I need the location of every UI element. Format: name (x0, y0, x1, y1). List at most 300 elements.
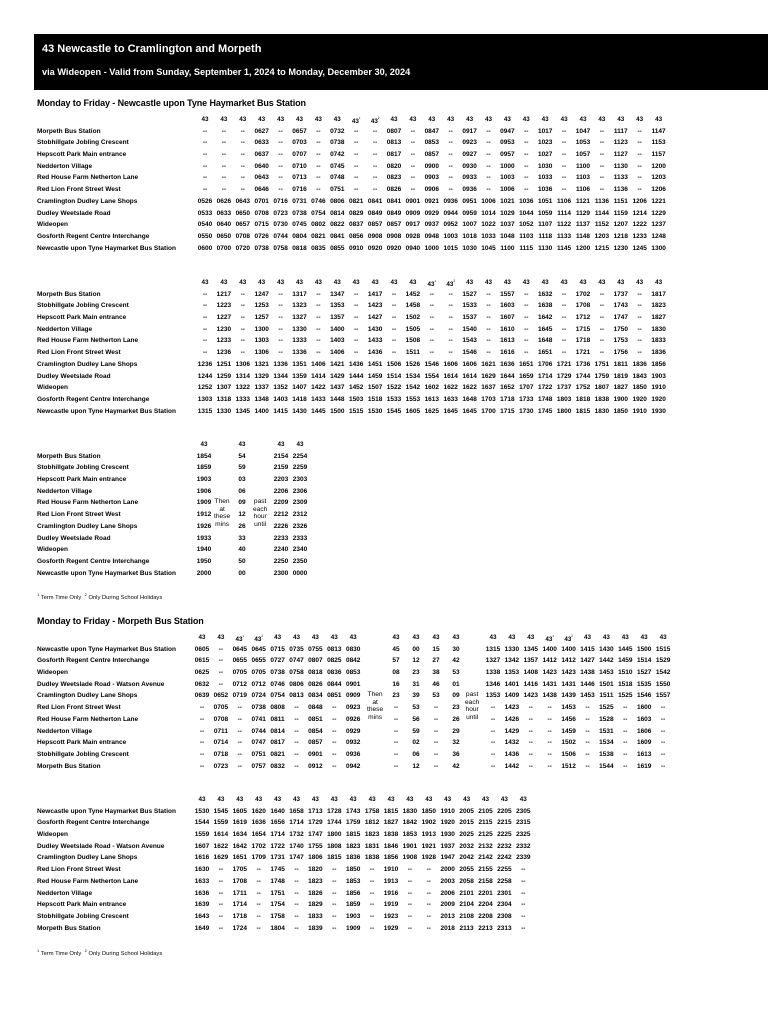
departure-time: 0930 (462, 162, 477, 170)
departure-time: 1718 (575, 337, 591, 345)
departure-time: 1346 (485, 680, 501, 688)
departure-time: 0754 (311, 209, 326, 217)
departure-time: -- (256, 924, 261, 932)
departure-time: 1903 (345, 912, 361, 920)
departure-time: 1423 (542, 669, 557, 677)
departure-time: 0723 (273, 209, 288, 217)
departure-time: 1729 (308, 819, 323, 827)
departure-time: 1453 (561, 704, 576, 712)
departure-time: 0738 (270, 669, 285, 677)
departure-time: -- (637, 151, 642, 159)
departure-time: 26 (452, 715, 460, 723)
departure-time: 0908 (386, 232, 402, 240)
departure-time: 0708 (213, 715, 229, 723)
departure-time: 1416 (523, 680, 539, 688)
departure-time: 1233 (216, 337, 232, 345)
departure-time: -- (524, 337, 529, 345)
departure-time: 1322 (235, 384, 251, 392)
departure-time: 1823 (308, 877, 323, 885)
departure-time: 1613 (424, 395, 440, 403)
departure-time: 1348 (254, 395, 269, 403)
departure-time: 1359 (292, 372, 307, 380)
departure-time: -- (547, 750, 552, 758)
departure-time: 1022 (481, 221, 496, 229)
departure-time: 00 (412, 645, 420, 653)
departure-time: -- (407, 901, 413, 909)
departure-time: 1651 (519, 360, 534, 368)
departure-time: 0923 (345, 704, 361, 712)
departure-time: -- (599, 127, 605, 135)
departure-time: 1215 (594, 244, 610, 252)
departure-time: 0804 (292, 232, 307, 240)
departure-time: 0854 (308, 727, 323, 735)
departure-time: 1403 (273, 395, 288, 403)
departure-time: -- (524, 290, 529, 298)
departure-time: 1317 (292, 290, 307, 298)
departure-time: 1606 (443, 360, 458, 368)
departure-time: 0837 (348, 221, 364, 229)
departure-time: 1830 (594, 407, 610, 415)
departure-time: 1444 (348, 372, 364, 380)
departure-time: 1557 (655, 692, 671, 700)
departure-time: -- (637, 337, 642, 345)
stop-name: Gosforth Regent Centre Interchange (37, 657, 150, 665)
departure-time: 0746 (311, 197, 326, 205)
s2b1-route-header: 43 (349, 634, 357, 641)
departure-time: -- (637, 162, 642, 170)
departure-time: 1315 (197, 407, 213, 415)
departure-time: 1502 (405, 314, 421, 322)
departure-time: -- (410, 162, 416, 170)
departure-time: 0936 (443, 197, 458, 205)
departure-time: 1217 (216, 290, 232, 298)
departure-time: -- (599, 174, 605, 182)
departure-time: 0655 (232, 657, 248, 665)
s1b2-route-header: 43 (522, 279, 530, 286)
departure-time: 1910 (651, 384, 666, 392)
s1b1-route-header: 43 (390, 116, 398, 123)
stop-name: Nedderton Village (37, 727, 93, 735)
departure-time: 0851 (308, 715, 323, 723)
departure-time: 0948 (424, 232, 440, 240)
departure-time: 0716 (273, 197, 288, 205)
departure-time: 1415 (273, 407, 288, 415)
departure-time: -- (448, 151, 453, 159)
departure-time: 1307 (216, 384, 232, 392)
departure-time: 1103 (575, 174, 591, 182)
stop-name: Red Lion Front Street West (37, 704, 121, 712)
departure-time: 1827 (613, 384, 629, 392)
departure-time: 1033 (537, 174, 553, 182)
departure-time: -- (332, 889, 337, 897)
departure-time: 06 (238, 487, 246, 495)
departure-time: 0826 (308, 680, 323, 688)
departure-time: 1846 (383, 842, 399, 850)
departure-time: 0906 (424, 186, 440, 194)
departure-time: 0959 (462, 209, 477, 217)
departure-time: -- (599, 302, 605, 310)
departure-time: 0825 (327, 657, 342, 665)
departure-time: -- (561, 302, 567, 310)
departure-time: -- (623, 762, 628, 770)
stop-name: Stobhillgate Jobling Crescent (37, 750, 129, 758)
departure-time: 1909 (196, 499, 212, 507)
departure-time: -- (524, 186, 529, 194)
departure-time: 1712 (575, 314, 591, 322)
s1b2-route-header: 43 (579, 279, 587, 286)
departure-time: 1750 (613, 325, 629, 333)
departure-time: 1506 (561, 750, 576, 758)
departure-time: 1421 (330, 360, 345, 368)
departure-time: 1415 (580, 645, 595, 653)
departure-time: -- (407, 912, 413, 920)
departure-time: 23 (392, 692, 400, 700)
departure-time: 1330 (292, 325, 307, 333)
departure-time: 1106 (557, 197, 572, 205)
s1b2-route-header: 43 (617, 279, 625, 286)
departure-time: 1838 (383, 831, 399, 839)
departure-time: -- (490, 727, 496, 735)
departure-time: 2115 (478, 819, 493, 827)
departure-time: -- (599, 162, 605, 170)
departure-time: 0936 (462, 186, 477, 194)
departure-time: -- (372, 174, 378, 182)
departure-time: -- (240, 127, 245, 135)
stop-name: Wideopen (37, 831, 68, 839)
departure-time: 1507 (367, 384, 383, 392)
s1b1-route-header: 43 (579, 116, 587, 123)
departure-time: 1534 (599, 739, 614, 747)
departure-time: 0851 (327, 692, 342, 700)
departure-time: 0657 (292, 127, 307, 135)
departure-time: -- (561, 186, 567, 194)
departure-time: 1714 (289, 819, 304, 827)
departure-time: 0754 (270, 692, 285, 700)
departure-time: -- (393, 739, 399, 747)
departure-time: 2205 (497, 807, 512, 815)
departure-time: 0829 (348, 209, 364, 217)
footnote-s1: $^1$ Term Time Only $^2$ Only During School Holidays (37, 592, 163, 601)
departure-time: 0708 (235, 232, 251, 240)
departure-time: -- (486, 290, 491, 298)
departure-time: 1850 (613, 407, 629, 415)
departure-time: 1409 (504, 692, 520, 700)
departure-time: 59 (238, 464, 246, 472)
departure-time: 1423 (523, 692, 539, 700)
departure-time: 0735 (289, 645, 304, 653)
departure-time: 2258 (497, 877, 512, 885)
departure-time: 0826 (386, 186, 402, 194)
departure-time: 1300 (254, 325, 269, 333)
departure-time: 0747 (251, 739, 266, 747)
departure-time: 0710 (292, 162, 307, 170)
stop-name: Nedderton Village (37, 325, 93, 333)
departure-time: -- (202, 186, 208, 194)
departure-time: -- (316, 162, 321, 170)
departure-time: 1248 (651, 232, 666, 240)
departure-time: -- (294, 889, 299, 897)
departure-time: 1823 (345, 842, 361, 850)
departure-time: 1928 (421, 854, 437, 862)
departure-time: 0847 (424, 127, 440, 135)
departure-time: 1529 (655, 657, 671, 665)
departure-time: 1803 (556, 395, 572, 403)
departure-time: 1747 (308, 831, 323, 839)
s1b1-route-header: 43 (541, 116, 549, 123)
departure-time: 1711 (232, 889, 247, 897)
departure-time: 1800 (556, 407, 572, 415)
departure-time: 1850 (421, 807, 437, 815)
departure-time: -- (369, 912, 375, 920)
departure-time: 2101 (459, 889, 474, 897)
departure-time: 1910 (632, 407, 647, 415)
departure-time: 1756 (613, 349, 629, 357)
departure-time: 1423 (367, 302, 383, 310)
departure-time: -- (332, 912, 337, 920)
departure-time: 1745 (270, 866, 285, 874)
departure-time: -- (429, 290, 434, 298)
departure-time: 1622 (443, 384, 458, 392)
s1b2-route-header: $43^{^1}$ (427, 279, 437, 289)
departure-time: 2315 (516, 819, 531, 827)
departure-time: 1752 (575, 384, 591, 392)
departure-time: -- (585, 704, 590, 712)
departure-time: 2158 (478, 877, 493, 885)
departure-time: 0540 (197, 221, 213, 229)
s1b2-route-header: 43 (409, 279, 417, 286)
departure-time: 1632 (537, 290, 553, 298)
departure-time: 42 (452, 762, 460, 770)
departure-time: 1159 (613, 209, 628, 217)
departure-time: 1808 (327, 842, 342, 850)
departure-time: -- (521, 901, 526, 909)
departure-time: 1500 (330, 407, 345, 415)
departure-time: 1136 (594, 197, 609, 205)
departure-time: 2209 (273, 499, 289, 507)
departure-time: 1518 (367, 395, 383, 403)
departure-time: 1003 (443, 232, 458, 240)
departure-time: 1656 (270, 819, 285, 827)
departure-time: 1429 (330, 372, 345, 380)
departure-time: 1400 (561, 645, 576, 653)
departure-time: 1856 (383, 854, 399, 862)
departure-time: 2005 (459, 807, 474, 815)
departure-time: 0817 (270, 739, 285, 747)
departure-time: -- (561, 349, 567, 357)
stop-name: Stobhillgate Jobling Crescent (37, 302, 129, 310)
departure-time: 1115 (519, 244, 534, 252)
departure-time: 1833 (308, 912, 323, 920)
departure-time: 03 (238, 476, 246, 484)
departure-time: 1926 (196, 522, 212, 530)
departure-time: 1502 (561, 739, 576, 747)
departure-time: 1833 (651, 337, 666, 345)
departure-time: 53 (452, 669, 460, 677)
departure-time: 0732 (330, 127, 345, 135)
s2b2-route-header: 43 (198, 796, 206, 803)
departure-time: -- (316, 174, 321, 182)
departure-time: 1629 (481, 372, 496, 380)
departure-time: -- (429, 337, 434, 345)
s1b2-route-header: 43 (484, 279, 492, 286)
departure-time: 1616 (194, 854, 210, 862)
s1b3-route-header: 43 (238, 441, 246, 448)
departure-time: 1644 (500, 372, 515, 380)
departure-time: 1526 (405, 360, 421, 368)
departure-time: 0813 (327, 645, 342, 653)
departure-time: 1921 (421, 842, 437, 850)
departure-time: 1336 (292, 349, 307, 357)
departure-time: -- (407, 866, 413, 874)
stop-name: Gosforth Regent Centre Interchange (37, 819, 150, 827)
departure-time: 1459 (561, 727, 576, 735)
departure-time: -- (372, 151, 378, 159)
departure-time: -- (199, 762, 205, 770)
s1b1-route-header: $43^{^2}$ (370, 116, 380, 126)
departure-time: 1743 (345, 807, 361, 815)
departure-time: 0637 (254, 151, 269, 159)
departure-time: 1123 (613, 139, 628, 147)
departure-time: 1546 (462, 349, 477, 357)
departure-time: 0953 (500, 139, 515, 147)
stop-name: Wideopen (37, 384, 68, 392)
s1b2-route-header: 43 (239, 279, 247, 286)
departure-time: 1051 (537, 197, 553, 205)
departure-time: 2006 (440, 889, 455, 897)
departure-time: 0923 (462, 139, 477, 147)
departure-time: 1357 (523, 657, 539, 665)
departure-time: -- (240, 139, 245, 147)
departure-time: 1736 (575, 360, 591, 368)
departure-time: -- (599, 139, 605, 147)
departure-time: 1607 (194, 842, 210, 850)
departure-time: 2000 (440, 866, 455, 874)
departure-time: 2215 (497, 819, 512, 827)
departure-time: -- (278, 314, 283, 322)
departure-time: 23 (412, 669, 420, 677)
departure-time: -- (369, 866, 375, 874)
departure-time: 1616 (500, 349, 515, 357)
departure-time: 0820 (386, 162, 402, 170)
s2b1-route-header: $43^{^1}$ (235, 634, 245, 644)
departure-time: 0701 (254, 197, 269, 205)
departure-time: 1645 (537, 325, 553, 333)
departure-time: 1754 (270, 901, 285, 909)
departure-time: 1715 (500, 407, 515, 415)
departure-time: 1856 (345, 889, 361, 897)
departure-time: -- (561, 290, 567, 298)
s1b1-route-header: 43 (655, 116, 663, 123)
stop-name: Hepscott Park Main entrance (37, 476, 127, 484)
departure-time: 2108 (459, 912, 474, 920)
departure-time: 2309 (292, 499, 308, 507)
departure-time: 0726 (254, 232, 269, 240)
departure-time: 08 (392, 669, 400, 677)
departure-time: 1721 (575, 349, 591, 357)
departure-time: -- (585, 739, 590, 747)
departure-time: 1527 (462, 290, 477, 298)
departure-time: 2301 (497, 889, 512, 897)
departure-time: 1357 (330, 314, 345, 322)
departure-time: 1006 (481, 197, 496, 205)
s1b3-route-header: 43 (200, 441, 208, 448)
departure-time: 1531 (599, 727, 614, 735)
departure-time: 1400 (542, 645, 557, 653)
departure-time: 1430 (599, 645, 614, 653)
departure-time: -- (599, 337, 605, 345)
departure-time: 0625 (194, 669, 210, 677)
departure-time: 2042 (459, 854, 474, 862)
departure-time: 1515 (655, 645, 671, 653)
departure-time: 1621 (481, 360, 496, 368)
departure-time: -- (316, 186, 321, 194)
departure-time: 1203 (594, 232, 610, 240)
departure-time: 1445 (311, 407, 326, 415)
departure-time: -- (637, 325, 642, 333)
departure-time: 0940 (405, 244, 421, 252)
departure-time: 2018 (440, 924, 455, 932)
departure-time: 1500 (636, 645, 652, 653)
stop-name: Stobhillgate Jobling Crescent (37, 139, 129, 147)
departure-time: 1637 (481, 384, 496, 392)
departure-time: 1758 (364, 807, 380, 815)
s2b2-route-header: 43 (217, 796, 225, 803)
departure-time: 1437 (330, 384, 345, 392)
departure-time: 0714 (213, 739, 229, 747)
departure-time: 1452 (348, 384, 364, 392)
departure-time: -- (486, 325, 491, 333)
departure-time: 0834 (308, 692, 323, 700)
departure-time: 1622 (213, 842, 229, 850)
departure-time: -- (393, 727, 399, 735)
departure-time: 2213 (478, 924, 493, 932)
departure-time: -- (660, 727, 666, 735)
departure-time: 1645 (462, 407, 477, 415)
stop-name: Cramlington Dudley Lane Shops (37, 854, 138, 862)
s1b2-route-header: 43 (598, 279, 606, 286)
departure-time: 1853 (402, 831, 418, 839)
s1b2-route-header: 43 (466, 279, 474, 286)
departure-time: 36 (452, 750, 460, 758)
departure-time: 32 (452, 739, 460, 747)
departure-time: 1137 (575, 221, 591, 229)
departure-time: -- (486, 174, 491, 182)
departure-time: 1253 (254, 302, 269, 310)
departure-time: 0000 (292, 569, 308, 577)
departure-time: 2058 (459, 877, 474, 885)
departure-time: 1412 (542, 657, 557, 665)
departure-time: 2332 (516, 842, 531, 850)
departure-time: 1703 (481, 395, 496, 403)
departure-time: -- (202, 302, 208, 310)
stop-name: Newcastle upon Tyne Haymarket Bus Station (37, 645, 176, 653)
departure-time: 1721 (556, 360, 572, 368)
departure-time: 1827 (383, 819, 399, 827)
departure-time: 1114 (557, 209, 571, 217)
departure-time: 12 (238, 511, 246, 519)
departure-time: -- (433, 762, 439, 770)
departure-time: 0920 (386, 244, 402, 252)
departure-time: 1929 (383, 924, 399, 932)
departure-time: 1200 (651, 162, 666, 170)
departure-time: 1545 (213, 807, 229, 815)
departure-time: 1603 (500, 302, 515, 310)
departure-time: -- (426, 866, 431, 874)
departure-time: 1557 (500, 290, 515, 298)
departure-time: -- (237, 739, 242, 747)
departure-time: 1856 (651, 360, 666, 368)
departure-time: 0841 (367, 197, 383, 205)
